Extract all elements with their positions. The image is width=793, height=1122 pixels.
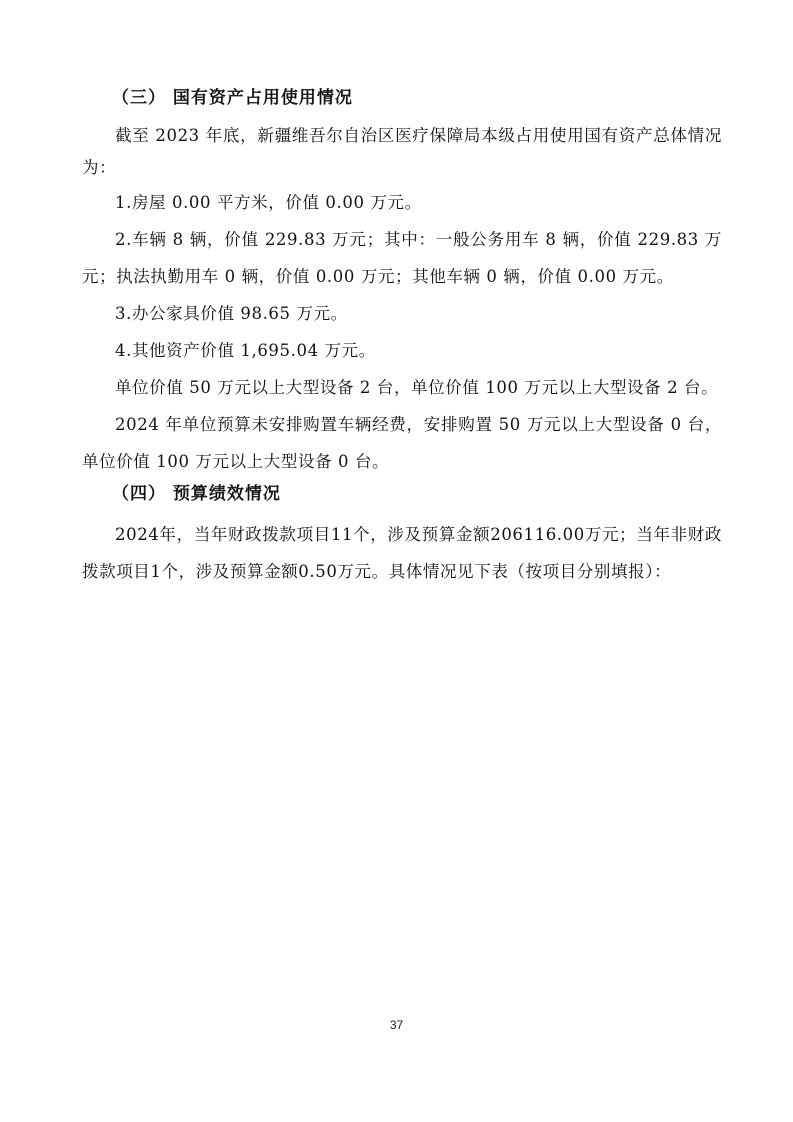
page-number: 37 — [389, 1018, 404, 1032]
paragraph-housing: 1.房屋 0.00 平方米，价值 0.00 万元。 — [115, 193, 422, 212]
paragraph-performance-projects: 2024年，当年财政拨款项目11个，涉及预算金额206116.00万元；当年非财政拨款项目1个，涉及预算金额0.50万元。具体情况见下表（按项目分别填报）： — [82, 525, 722, 581]
paragraph-other-assets: 4.其他资产价值 1,695.04 万元。 — [115, 341, 376, 360]
paragraph-large-equipment: 单位价值 50 万元以上大型设备 2 台，单位价值 100 万元以上大型设备 2 台。 — [115, 378, 719, 397]
paragraph-assets-overview: 截至 2023 年底，新疆维吾尔自治区医疗保障局本级占用使用国有资产总体情况为： — [82, 126, 722, 177]
paragraph-vehicles: 2.车辆 8 辆，价值 229.83 万元；其中：一般公务用车 8 辆，价值 229.83 万元；执法执勤用车 0 辆，价值 0.00 万元；其他车辆 0 辆，价值 0.00 万元。 — [82, 230, 722, 286]
section-heading-performance: （四） 预算绩效情况 — [112, 484, 281, 504]
paragraph-2024-budget-purchase: 2024 年单位预算未安排购置车辆经费，安排购置 50 万元以上大型设备 0 台，单位价值 100 万元以上大型设备 0 台。 — [82, 415, 722, 471]
page-content — [82, 84, 722, 590]
section-heading-state-assets: （三） 国有资产占用使用情况 — [112, 88, 353, 108]
paragraph-furniture: 3.办公家具价值 98.65 万元。 — [115, 304, 348, 323]
